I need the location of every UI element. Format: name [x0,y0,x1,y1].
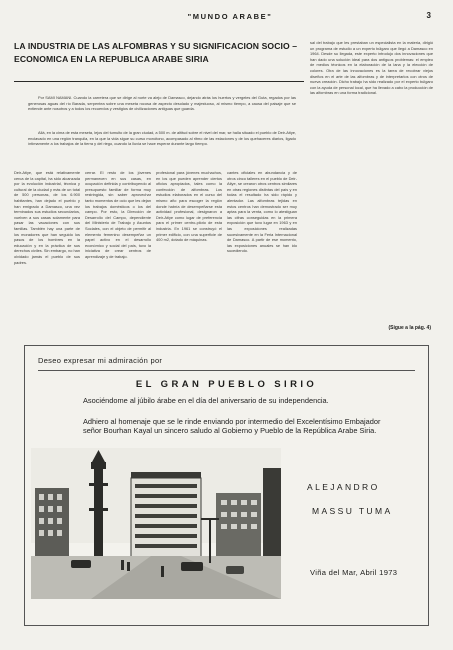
headline-rule [14,81,304,82]
running-head: "MUNDO ARABE" [187,12,273,21]
intro-paragraph: Allá, en la cima de esta meseta, lejos del tumulto de la gran ciudad, a 500 m. de altitud sobre el nivel del mar, se halla situado el pueblo de Deir-Atiye, enclavado en una región tranquila, en la que la vida sigue su curso monótono, acompasado al ritmo de las estaciones y de los quehaceres diarios, ligado íntimamente a los trabajos de la tierra y del riego, cuando la lluvia se hace esperar durante largo tiempo. [28,130,296,147]
advertisement-box [24,345,429,626]
article-column-4: cantes oficiales en abundancia y de otros cinco talleres en el pueblo de Deir-Atiye, se crearon otros centros similares en otras regiones distintas del país y en todas el resultado ha sido rápido y alentador. Las alfombras tejidas en estos centros han demostrado ser muy aptas para la venta, como lo atestiguan las cifras conseguidas en la primera exposición que tuvo lugar en 1963 y en las exposiciones realizadas sucesivamente en la Feria Internacional de Damasco. A partir de ese momento, las exposiciones anuales se han ido sucediendo. [227,170,297,254]
ad-title: EL GRAN PUEBLO SIRIO [135,379,318,390]
article-column-2: cerrar. El resto de los jóvenes permanecen en sus casas, en ocupación definida y contribuyendo al presupuesto familiar de forma muy restringida, sin saber aprovechar tanto momentos de ocio que les dejan los trabajos domésticos o los del campo. Por esto, la Dirección de Desarrollo del Campo, dependiente del Ministerio de Trabajo y Asuntos Sociales, con el objeto de permitir al elemento femenino desempeñar un papel activo en el desarrollo económico y social del país, tuvo la iniciativa de crear centros de aprendizaje y de trabajo. [85,170,151,259]
page-number: 3 [426,11,431,20]
ad-intro-text: Deseo expresar mi admiración por [38,356,163,365]
continued-note: (Sigue a la pág. 4) [388,325,431,331]
place-date: Viña del Mar, Abril 1973 [310,568,398,577]
ad-paragraph-2: Adhiero al homenaje que se le rinde enviando por intermedio del Excelentísimo Embajador señor Bourhan Kayal un sincero saludo al Gobierno y Pueblo de la República Arabe Siria. [83,417,381,436]
article-headline: LA INDUSTRIA DE LAS ALFOMBRAS Y SU SIGNIFICACION SOCIO – ECONOMICA EN LA REPUBLICA ARABE SIRIA [14,41,298,64]
ad-paragraph-1: Asociéndome al júbilo árabe en el día del aniversario de su independencia. [83,396,329,405]
signature-last-name: MASSU TUMA [312,506,393,516]
signature-first-name: ALEJANDRO [307,482,380,492]
ad-divider [38,370,415,371]
article-column-1: Deir-Atiye, que está relativamente cerca de la capital, ha sido alcanzada por la evolución industrial, técnica y cultural de la ciudad y más de un total de 500 personas, de los 6.900 habitantes, han dejado el pueblo y han emigrado a Damasco, una vez terminados sus estudios secundarios, vuelven a sus casas solamente para pasar las vacaciones con sus familias. También hay una parte de los moradores que han seguido los pasos de los hombres en la educación y en la práctica de sus derechos civiles. Sin embargo, no han olvidado jamás el pueblo de sus padres. [14,170,80,265]
city-street-photo [31,448,281,599]
byline-paragraph: Por SAMI NAMANI. Cuando la carretera que se dirige al norte va alejo de Damasco, dejando atrás los huertos y vergeles del Guta, regados por las generosas aguas del río Barada, serpentea sobre una meseta rocosa de aspecto desolado y majestuoso, al mismo tiempo, a causa del paisaje que se extiende ante nosotros y a todos los recuerdos y vestigios de civilizaciones antiguas que guarda. [28,95,296,112]
article-column-5: sal del trabajo que les prestaban un especialista en la materia, dirigió un programa de estudio a un experto búlgaro que llegó a Damasco en 1964. Desde su llegada, este experto introdujo dos innovaciones que han dado una solución ideal para dos antiguos problemas: el empleo de medios técnicos en la elaboración de la lana y la elección de colores. Otra de las innovaciones es la tarea de recobrar viejos diseños en el arte de las alfombras y de interpretarlos con otros de nueva creación. Dicho trabajo ha sido realizado por el experto búlgaro con la ayuda de personal local, que ha llevado a cabo la producción de las alfombras en una forma tradicional. [310,40,433,96]
article-column-3: profesional para jóvenes muchachos, en los que pueden aprender ciertos oficios apropiados, tales como la confección de alfombras. Los estudios elaborados en el curso del mismo año para escoger la región donde habría de desempeñarse esta actividad profesional, designaron a Deir-Atiye como lugar de preferencia para el primer centro-piloto de esta industria. En 1961 se construyó el primer edificio, con una superficie de 400 m2, dotado de máquinas. [156,170,222,243]
